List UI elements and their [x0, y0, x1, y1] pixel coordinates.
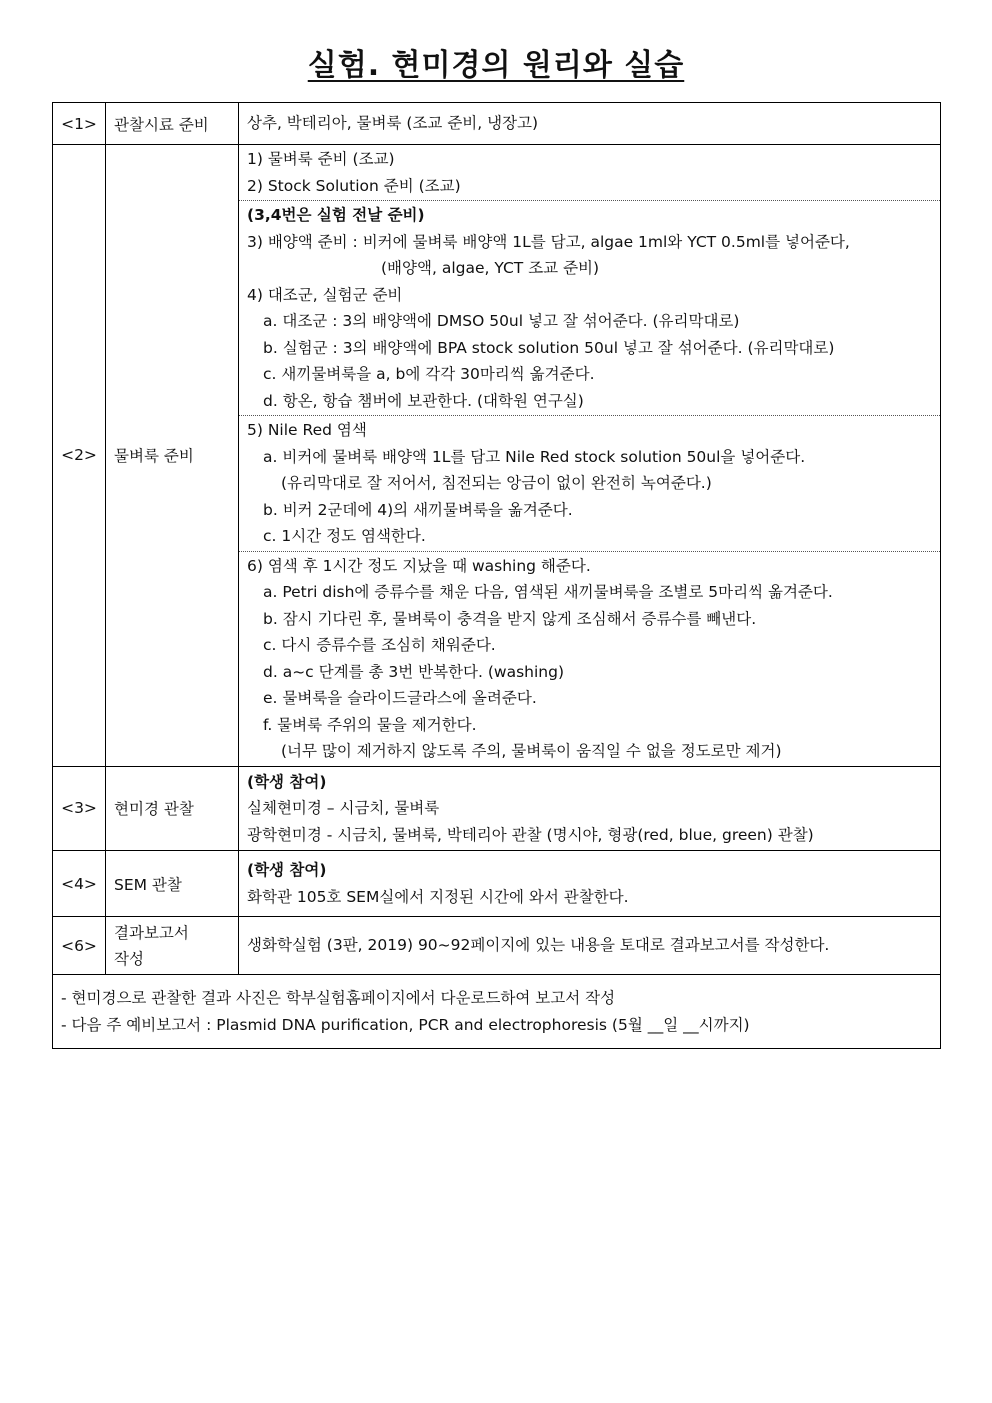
row-content: 상추, 박테리아, 물벼룩 (조교 준비, 냉장고) — [239, 103, 941, 145]
notes-row — [53, 975, 941, 1049]
row-content: (학생 참여) 화학관 105호 SEM실에서 지정된 시간에 와서 관찰한다. — [239, 851, 941, 917]
row-content — [239, 145, 941, 767]
row-number: <2> — [53, 145, 106, 767]
row-label: 결과보고서 작성 — [106, 917, 239, 975]
row-content: (학생 참여) 실체현미경 – 시금치, 물벼룩 광학현미경 - 시금치, 물벼룩, 박테리아 관찰 (명시야, 형광(red, blue, green) 관찰) — [239, 766, 941, 851]
table-row-3 — [53, 766, 941, 851]
step-block-3: 5) Nile Red 염색 a. 비커에 물벼룩 배양액 1L를 담고 Nile Red stock solution 50ul을 넣어준다. (유리막대로 잘 저어서, 침전되는 앙금이 없이 완전히 녹여준다.) b. 비커 2군데에 4)의 새끼물벼룩을 옮겨준다. c. 1시간 정도 염색한다. — [239, 416, 940, 552]
row-label: 물벼룩 준비 — [106, 145, 239, 767]
table-row-4 — [53, 851, 941, 917]
table-row-2 — [53, 145, 941, 767]
row-content: 생화학실험 (3판, 2019) 90~92페이지에 있는 내용을 토대로 결과보고서를 작성한다. — [239, 917, 941, 975]
step-block-4: 6) 염색 후 1시간 정도 지났을 때 washing 해준다. a. Petri dish에 증류수를 채운 다음, 염색된 새끼물벼룩을 조별로 5마리씩 옮겨준다. b. 잠시 기다린 후, 물벼룩이 충격을 받지 않게 조심해서 증류수를 빼낸다. c. 다시 증류수를 조심히 채워준다. d. a~c 단계를 총 3번 반복한다. (washing) e. 물벼룩을 슬라이드글라스에 올려준다. f. 물벼룩 주위의 물을 제거한다. (너무 많이 제거하지 않도록 주의, 물벼룩이 움직일 수 없을 정도로만 제거) — [247, 556, 833, 760]
table-row-6 — [53, 917, 941, 975]
procedure-table — [52, 102, 941, 1049]
row-label: 현미경 관찰 — [106, 766, 239, 851]
row-label: 관찰시료 준비 — [106, 103, 239, 145]
document-title: 실험. 현미경의 원리와 실습 — [307, 48, 685, 83]
step-block-1: 1) 물벼룩 준비 (조교) 2) Stock Solution 준비 (조교) — [239, 145, 940, 201]
row-number: <6> — [53, 917, 106, 975]
step-block-2: (3,4번은 실험 전날 준비) 3) 배양액 준비 : 비커에 물벼룩 배양액 1L를 담고, algae 1ml와 YCT 0.5ml를 넣어준다, (배양액, algae, YCT 조교 준비) 4) 대조군, 실험군 준비 a. 대조군 : 3의 배양액에 DMSO 50ul 넣고 잘 섞어준다. (유리막대로) b. 실험군 : 3의 배양액에 BPA stock solution 50ul 넣고 잘 섞어준다. (유리막대로) c. 새끼물벼룩을 a, b에 각각 30마리씩 옮겨준다. d. 항온, 항습 챔버에 보관한다. (대학원 연구실) — [239, 201, 940, 416]
row-label: SEM 관찰 — [106, 851, 239, 917]
table-row-1 — [53, 103, 941, 145]
row-number: <4> — [53, 851, 106, 917]
row-number: <3> — [53, 766, 106, 851]
row-number: <1> — [53, 103, 106, 145]
notes-cell: - 현미경으로 관찰한 결과 사진은 학부실험홈페이지에서 다운로드하여 보고서 작성 - 다음 주 예비보고서 : Plasmid DNA purification, PCR and electrophoresis (5월 __일 __시까지) — [53, 975, 941, 1049]
